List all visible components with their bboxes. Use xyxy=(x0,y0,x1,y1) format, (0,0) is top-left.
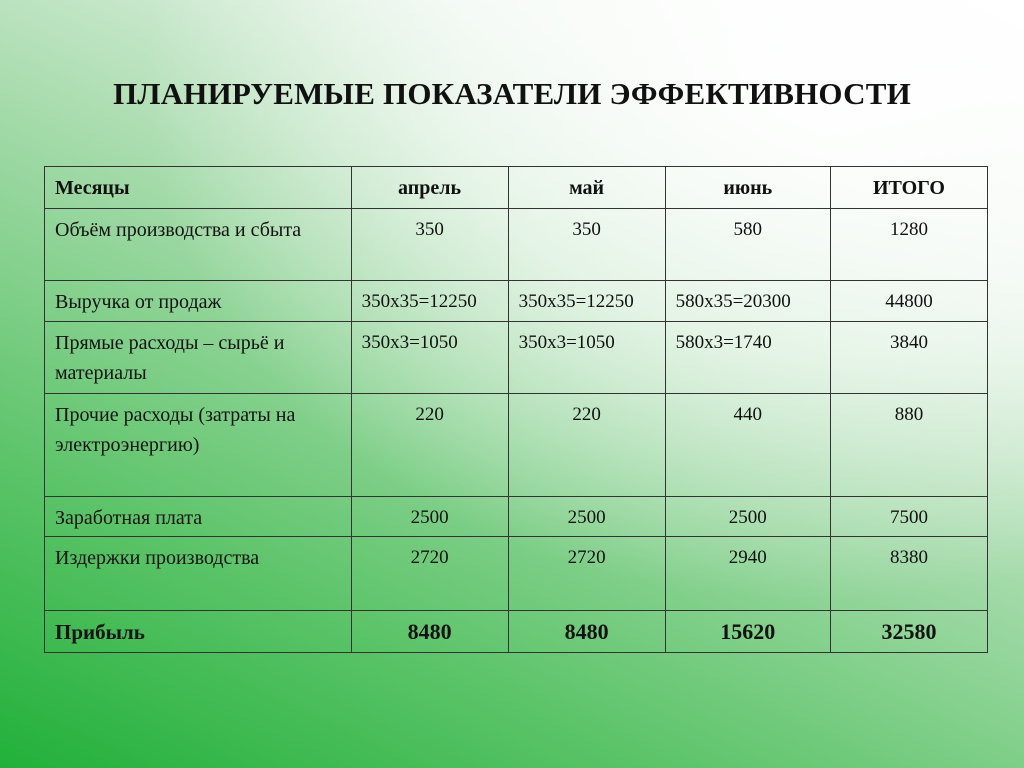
profit-may: 8480 xyxy=(508,611,665,653)
cell-june: 440 xyxy=(665,394,830,497)
cell-may: 2720 xyxy=(508,537,665,611)
cell-june: 2940 xyxy=(665,537,830,611)
cell-may: 350х3=1050 xyxy=(508,322,665,394)
table-row xyxy=(45,394,988,497)
cell-may: 350 xyxy=(508,209,665,281)
header-june: июнь xyxy=(665,167,830,209)
page-title: ПЛАНИРУЕМЫЕ ПОКАЗАТЕЛИ ЭФФЕКТИВНОСТИ xyxy=(113,76,911,111)
cell-june: 580х35=20300 xyxy=(665,281,830,322)
cell-april: 2720 xyxy=(351,537,508,611)
table-row xyxy=(45,281,988,322)
row-label: Издержки производства xyxy=(45,537,352,611)
profit-label: Прибыль xyxy=(45,611,352,653)
cell-total: 3840 xyxy=(830,322,987,394)
cell-may: 350х35=12250 xyxy=(508,281,665,322)
cell-total: 1280 xyxy=(830,209,987,281)
profit-total: 32580 xyxy=(830,611,987,653)
row-label: Прочие расходы (затраты на электроэнергию) xyxy=(45,394,352,497)
row-label: Прямые расходы – сырьё и материалы xyxy=(45,322,352,394)
cell-june: 580х3=1740 xyxy=(665,322,830,394)
row-label: Заработная плата xyxy=(45,497,352,537)
header-may: май xyxy=(508,167,665,209)
table-row xyxy=(45,322,988,394)
header-total: ИТОГО xyxy=(830,167,987,209)
profit-row xyxy=(45,611,988,653)
table-header-row xyxy=(45,167,988,209)
header-april: апрель xyxy=(351,167,508,209)
cell-april: 350х3=1050 xyxy=(351,322,508,394)
cell-june: 580 xyxy=(665,209,830,281)
cell-april: 350 xyxy=(351,209,508,281)
cell-total: 8380 xyxy=(830,537,987,611)
table-row xyxy=(45,537,988,611)
table-row xyxy=(45,209,988,281)
profit-april: 8480 xyxy=(351,611,508,653)
cell-april: 350х35=12250 xyxy=(351,281,508,322)
row-label: Объём производства и сбыта xyxy=(45,209,352,281)
cell-total: 44800 xyxy=(830,281,987,322)
row-label: Выручка от продаж xyxy=(45,281,352,322)
cell-total: 880 xyxy=(830,394,987,497)
table-row xyxy=(45,497,988,537)
efficiency-table xyxy=(44,166,988,653)
cell-april: 2500 xyxy=(351,497,508,537)
cell-june: 2500 xyxy=(665,497,830,537)
header-months: Месяцы xyxy=(45,167,352,209)
cell-may: 2500 xyxy=(508,497,665,537)
cell-may: 220 xyxy=(508,394,665,497)
cell-total: 7500 xyxy=(830,497,987,537)
cell-april: 220 xyxy=(351,394,508,497)
profit-june: 15620 xyxy=(665,611,830,653)
